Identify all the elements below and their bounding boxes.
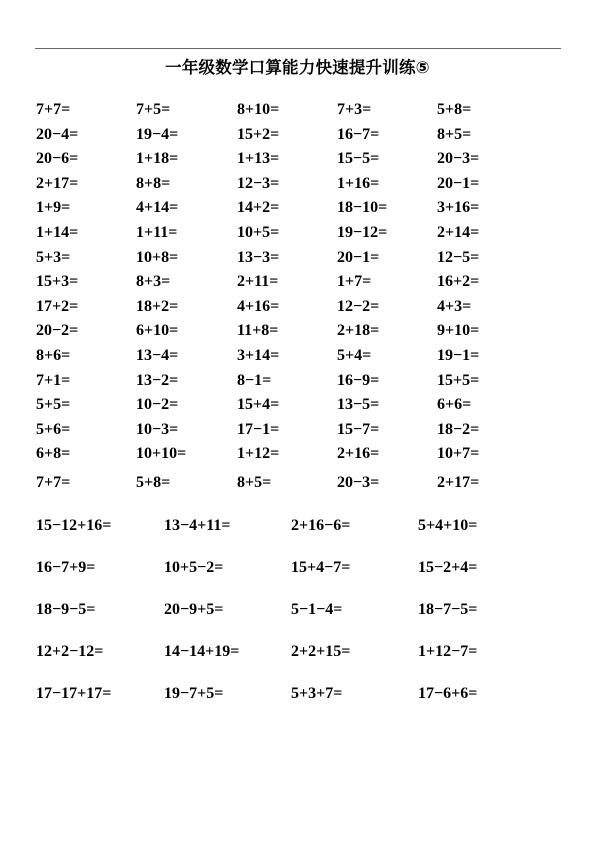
problem-item: 12−5=	[437, 248, 480, 266]
problem-item: 15−5=	[337, 150, 380, 168]
problem-item: 5+3=	[36, 248, 71, 266]
problem-row	[36, 223, 556, 248]
problem-item: 8+10=	[237, 101, 280, 118]
problem-item: 12−3=	[237, 174, 280, 192]
problem-item: 5+5=	[36, 396, 71, 414]
problem-row	[36, 420, 556, 445]
problem-item: 8+5=	[237, 473, 272, 491]
problem-item: 20−1=	[437, 174, 480, 192]
problem-item: 5+3+7=	[291, 685, 343, 702]
problem-item: 19−1=	[437, 346, 480, 364]
problem-item: 1+11=	[136, 223, 178, 241]
problem-item: 12−2=	[337, 297, 380, 315]
problem-item: 8+8=	[136, 174, 171, 192]
problem-item: 7+7=	[36, 101, 71, 118]
problem-item: 18−2=	[437, 420, 480, 438]
problem-item: 16−7=	[337, 125, 380, 143]
problem-item: 6+6=	[437, 396, 472, 414]
problem-row	[36, 473, 556, 498]
problem-item: 14+2=	[237, 199, 280, 217]
problem-item: 11+8=	[237, 322, 279, 340]
problem-row	[36, 444, 556, 469]
problem-item: 3+14=	[237, 346, 280, 364]
problem-item: 10+7=	[437, 445, 480, 463]
problem-row	[36, 198, 556, 223]
problem-item: 15+4=	[237, 396, 280, 414]
problem-item: 13−4+11=	[164, 517, 231, 534]
problem-item: 15−7=	[337, 420, 380, 438]
problem-item: 9+10=	[437, 322, 480, 340]
problem-item: 17−6+6=	[418, 685, 478, 702]
problem-item: 1+12−7=	[418, 643, 478, 660]
problem-item: 7+5=	[136, 101, 171, 118]
problem-item: 18+2=	[136, 297, 179, 315]
problem-item: 18−9−5=	[36, 601, 96, 618]
problem-item: 15+3=	[36, 273, 79, 291]
problem-row	[36, 558, 556, 600]
problem-item: 1+18=	[136, 150, 179, 168]
problem-item: 16−7+9=	[36, 559, 96, 576]
problem-item: 15+2=	[237, 125, 280, 143]
problem-item: 2+18=	[337, 322, 380, 340]
problem-item: 10−3=	[136, 420, 179, 438]
section-b-problems	[36, 516, 556, 726]
problem-item: 8+6=	[36, 346, 71, 364]
problem-item: 20−9+5=	[164, 601, 224, 618]
problem-row	[36, 371, 556, 396]
problem-item: 10+8=	[136, 248, 179, 266]
problem-item: 15+4−7=	[291, 559, 351, 576]
problem-item: 5+4+10=	[418, 517, 478, 534]
problem-row	[36, 100, 556, 125]
problem-item: 2+16=	[337, 445, 380, 463]
problem-item: 6+10=	[136, 322, 179, 340]
problem-item: 4+3=	[437, 297, 472, 315]
problem-item: 1+13=	[237, 150, 280, 168]
problem-item: 15+5=	[437, 371, 480, 389]
problem-row	[36, 395, 556, 420]
problem-item: 10+5−2=	[164, 559, 224, 576]
problem-item: 2+17=	[36, 174, 79, 192]
problem-item: 3+16=	[437, 199, 480, 217]
problem-item: 13−4=	[136, 346, 179, 364]
problem-item: 1+12=	[237, 445, 280, 463]
problem-row	[36, 346, 556, 371]
problem-item: 8+3=	[136, 273, 171, 291]
problem-item: 20−2=	[36, 322, 79, 340]
problem-item: 4+14=	[136, 199, 179, 217]
problem-row	[36, 174, 556, 199]
problem-row	[36, 149, 556, 174]
problem-item: 5+8=	[437, 101, 472, 118]
problem-item: 19−7+5=	[164, 685, 224, 702]
problem-row	[36, 684, 556, 726]
problem-item: 7+1=	[36, 371, 71, 389]
problem-item: 1+16=	[337, 174, 380, 192]
problem-item: 14−14+19=	[164, 643, 240, 660]
problem-item: 10+5=	[237, 223, 280, 241]
top-rule	[35, 48, 561, 49]
problem-item: 5+4=	[337, 346, 372, 364]
problem-row	[36, 642, 556, 684]
problem-item: 16−9=	[337, 371, 380, 389]
problem-item: 5+8=	[136, 473, 171, 491]
problem-item: 12+2−12=	[36, 643, 104, 660]
problem-item: 13−2=	[136, 371, 179, 389]
problem-item: 20−4=	[36, 125, 79, 143]
problem-item: 2+11=	[237, 273, 279, 291]
problem-item: 20−6=	[36, 150, 79, 168]
problem-item: 13−3=	[237, 248, 280, 266]
problem-row	[36, 321, 556, 346]
problem-item: 1+9=	[36, 199, 71, 217]
problem-item: 7+7=	[36, 473, 71, 491]
problem-item: 4+16=	[237, 297, 280, 315]
problem-item: 2+17=	[437, 473, 480, 491]
problem-row	[36, 272, 556, 297]
problem-item: 19−12=	[337, 223, 388, 241]
problem-item: 19−4=	[136, 125, 179, 143]
problem-item: 20−3=	[437, 150, 480, 168]
problem-item: 5+6=	[36, 420, 71, 438]
problem-item: 7+3=	[337, 101, 372, 118]
problem-item: 17−17+17=	[36, 685, 112, 702]
problem-item: 5−1−4=	[291, 601, 343, 618]
problem-row	[36, 516, 556, 558]
problem-item: 20−1=	[337, 248, 380, 266]
problem-item: 16+2=	[437, 273, 480, 291]
problem-item: 6+8=	[36, 445, 71, 463]
problem-item: 15−12+16=	[36, 517, 112, 534]
problem-row	[36, 600, 556, 642]
problem-row	[36, 125, 556, 150]
problem-item: 13−5=	[337, 396, 380, 414]
problem-item: 2+16−6=	[291, 517, 351, 534]
problem-item: 2+14=	[437, 223, 480, 241]
problem-row	[36, 297, 556, 322]
problem-row	[36, 248, 556, 273]
problem-item: 17−1=	[237, 420, 280, 438]
problem-item: 10−2=	[136, 396, 179, 414]
problem-item: 1+14=	[36, 223, 79, 241]
problem-item: 2+2+15=	[291, 643, 351, 660]
problem-item: 17+2=	[36, 297, 79, 315]
problem-item: 20−3=	[337, 473, 380, 491]
problem-item: 8+5=	[437, 125, 472, 143]
problem-item: 8−1=	[237, 371, 272, 389]
page-title: 一年级数学口算能力快速提升训练⑤	[165, 58, 430, 77]
problem-item: 1+7=	[337, 273, 372, 291]
problem-item: 18−10=	[337, 199, 388, 217]
problem-item: 10+10=	[136, 445, 187, 463]
problem-item: 15−2+4=	[418, 559, 478, 576]
section-a-problems	[36, 100, 556, 498]
problem-item: 18−7−5=	[418, 601, 478, 618]
